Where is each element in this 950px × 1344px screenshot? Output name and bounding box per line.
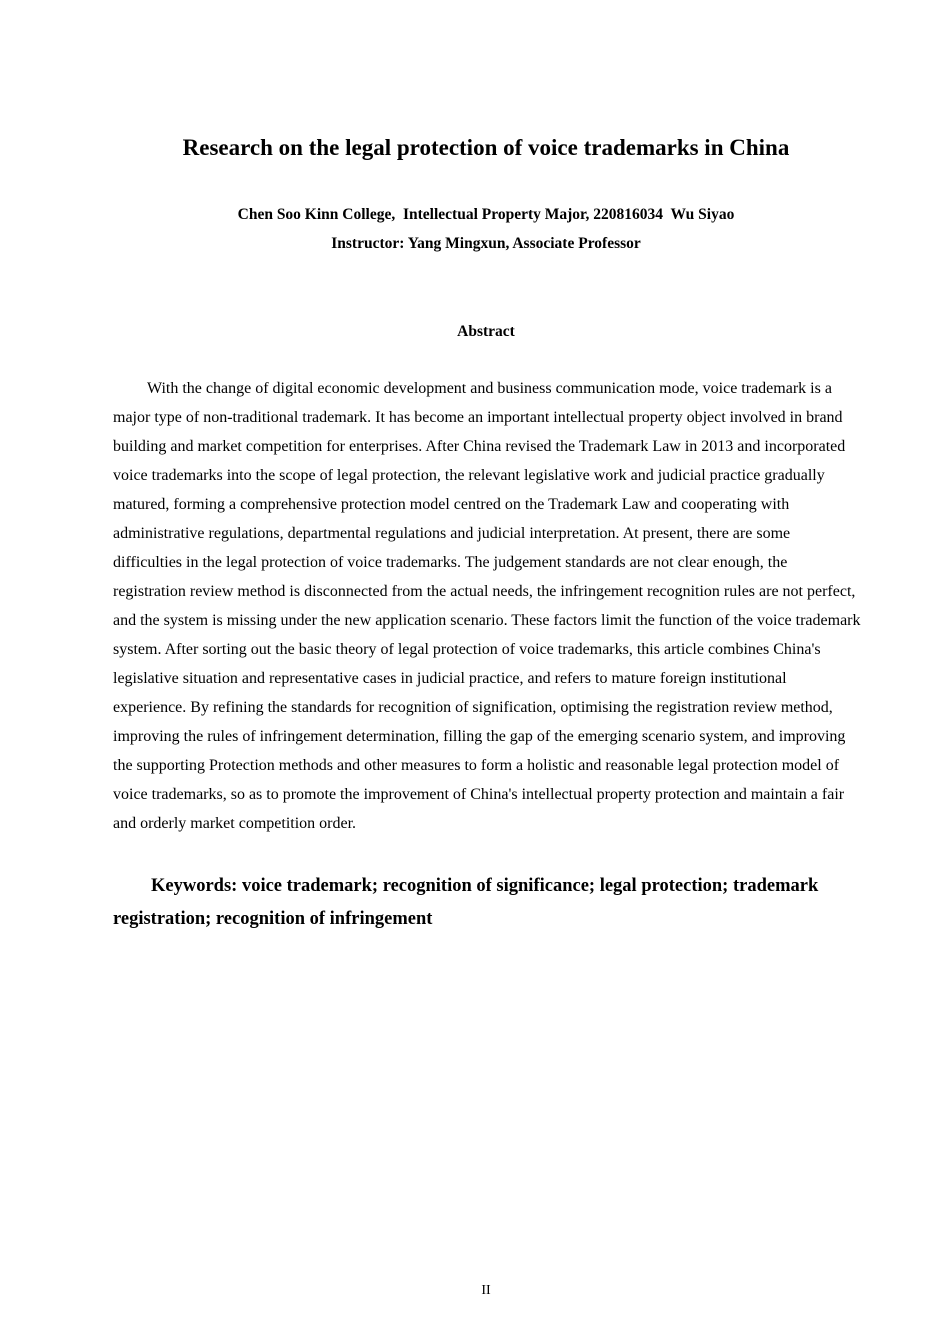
abstract-heading: Abstract [457,323,515,340]
abstract-body: With the change of digital economic development and business communication mode, voice trademark is a major type of non-traditional trademark. It has become an important intellectual property object involved in brand building and market competition for enterprises. After China revised the Trademark Law in 2013 and incorporated voice trademarks into the scope of legal protection, the relevant legislative work and judicial practice gradually matured, forming a comprehensive protection model centred on the Trademark Law and cooperating with administrative regulations, departmental regulations and judicial interpretation. At present, there are some difficulties in the legal protection of voice trademarks. The judgement standards are not clear enough, the registration review method is disconnected from the actual needs, the infringement recognition rules are not perfect, and the system is missing under the new application scenario. These factors limit the function of the voice trademark system. After sorting out the basic theory of legal protection of voice trademarks, this article combines China's legislative situation and representative cases in judicial practice, and refers to mature foreign institutional experience. By refining the standards for recognition of signification, optimising the registration review method, improving the rules of infringement determination, filling the gap of the emerging scenario system, and improving the supporting Protection methods and other measures to form a holistic and reasonable legal protection model of voice trademarks, so as to promote the improvement of China's intellectual property protection and maintain a fair and orderly market competition order. [113,380,861,832]
author-line: Chen Soo Kinn College, Intellectual Property Major, 220816034 Wu Siyao [237,206,735,223]
keywords-paragraph: Keywords: voice trademark; recognition of significance; legal protection; trademark registration; recognition of infringement [113,876,819,929]
page-number: II [481,1283,491,1298]
instructor-line: Instructor: Yang Mingxun, Associate Professor [331,235,641,252]
page-title: Research on the legal protection of voice trademarks in China [182,135,790,160]
